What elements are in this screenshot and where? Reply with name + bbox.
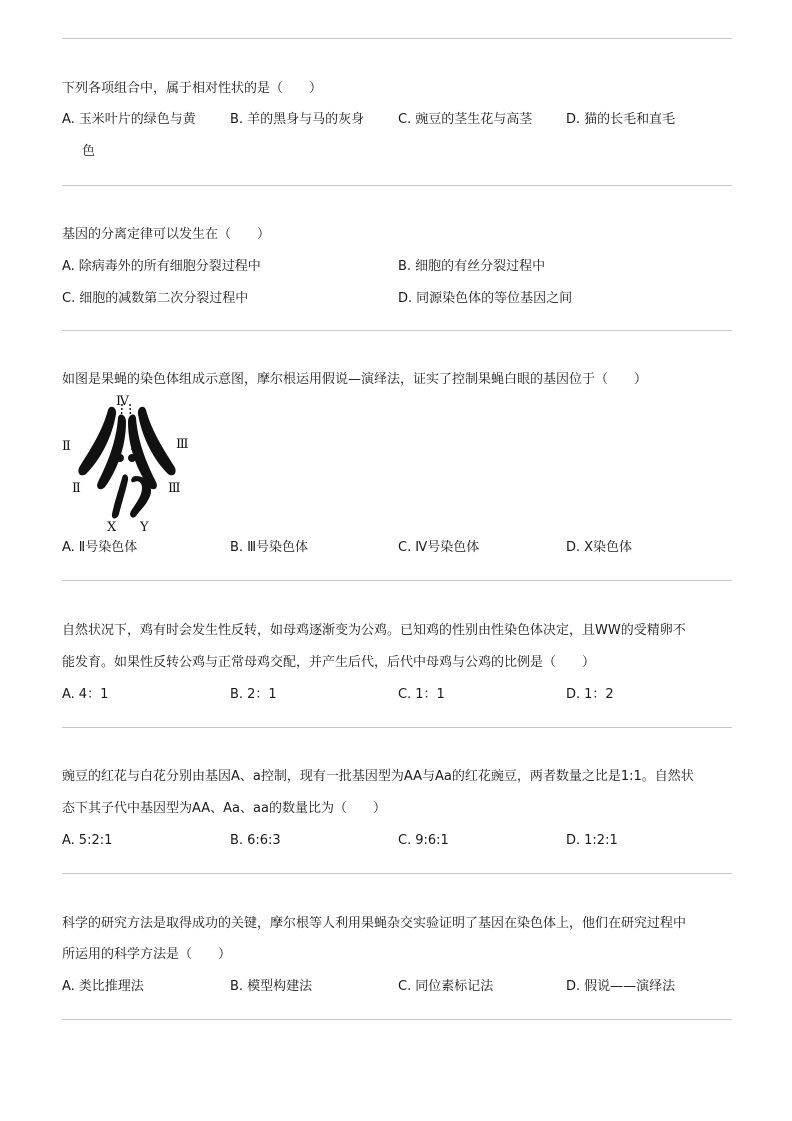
option-b[interactable]: B. 模型构建法 — [230, 979, 313, 994]
divider — [62, 727, 732, 728]
option-c[interactable]: C. 9:6:1 — [398, 833, 449, 848]
question-stem: 下列各项组合中，属于相对性状的是（ ） — [62, 81, 323, 96]
question-stem: 能发育。如果性反转公鸡与正常母鸡交配，并产生后代，后代中母鸡与公鸡的比例是（ ） — [62, 655, 596, 670]
divider — [62, 330, 732, 331]
label-y: Y — [140, 520, 149, 534]
option-b[interactable]: B. 细胞的有丝分裂过程中 — [398, 259, 546, 274]
label-ii-top: Ⅱ — [62, 439, 71, 454]
option-d[interactable]: D. 假说——演绎法 — [566, 979, 676, 994]
option-b[interactable]: B. 2：1 — [230, 687, 277, 702]
option-a[interactable]: A. Ⅱ号染色体 — [62, 540, 138, 555]
option-a-continuation: 色 — [82, 144, 96, 159]
option-b[interactable]: B. Ⅲ号染色体 — [230, 540, 309, 555]
option-c[interactable]: C. 细胞的减数第二次分裂过程中 — [62, 291, 249, 306]
label-ii-bottom: Ⅱ — [72, 481, 81, 496]
divider — [62, 873, 732, 874]
option-c[interactable]: C. 1：1 — [398, 687, 445, 702]
question-stem: 基因的分离定律可以发生在（ ） — [62, 227, 271, 242]
option-b[interactable]: B. 羊的黑身与马的灰身 — [230, 112, 365, 127]
option-a[interactable]: A. 类比推理法 — [62, 979, 144, 994]
question-stem: 如图是果蝇的染色体组成示意图，摩尔根运用假说—演绎法，证实了控制果蝇白眼的基因位于（ ） — [62, 372, 648, 387]
option-d[interactable]: D. X染色体 — [566, 540, 633, 555]
question-stem: 态下其子代中基因型为AA、Aa、aa的数量比为（ ） — [62, 801, 386, 816]
option-c[interactable]: C. 豌豆的茎生花与高茎 — [398, 112, 533, 127]
question-stem: 自然状况下，鸡有时会发生性反转，如母鸡逐渐变为公鸡。已知鸡的性别由性染色体决定，且WW的受精卵不 — [62, 623, 686, 638]
divider — [62, 38, 732, 39]
divider — [62, 1019, 732, 1020]
question-stem: 豌豆的红花与白花分别由基因A、a控制，现有一批基因型为AA与Aa的红花豌豆，两者数量之比是1:1。自然状 — [62, 769, 694, 784]
label-iii-bottom: Ⅲ — [168, 481, 181, 496]
option-a[interactable]: A. 除病毒外的所有细胞分裂过程中 — [62, 259, 261, 274]
option-d[interactable]: D. 猫的长毛和直毛 — [566, 112, 676, 127]
option-d[interactable]: D. 1:2:1 — [566, 833, 618, 848]
option-b[interactable]: B. 6:6:3 — [230, 833, 281, 848]
question-stem: 所运用的科学方法是（ ） — [62, 947, 232, 962]
question-stem: 科学的研究方法是取得成功的关键，摩尔根等人利用果蝇杂交实验证明了基因在染色体上，他们在研究过程中 — [62, 916, 687, 931]
option-a[interactable]: A. 5:2:1 — [62, 833, 113, 848]
option-d[interactable]: D. 同源染色体的等位基因之间 — [398, 291, 573, 306]
option-d[interactable]: D. 1：2 — [566, 687, 614, 702]
divider — [62, 185, 732, 186]
label-iii-top: Ⅲ — [176, 437, 189, 452]
option-a[interactable]: A. 玉米叶片的绿色与黄 — [62, 112, 196, 127]
label-x: X — [107, 520, 117, 534]
option-a[interactable]: A. 4：1 — [62, 687, 109, 702]
option-c[interactable]: C. 同位素标记法 — [398, 979, 494, 994]
option-c[interactable]: C. Ⅳ号染色体 — [398, 540, 480, 555]
label-iv: Ⅳ — [116, 394, 129, 409]
divider — [62, 580, 732, 581]
chromosome-diagram — [60, 392, 194, 534]
